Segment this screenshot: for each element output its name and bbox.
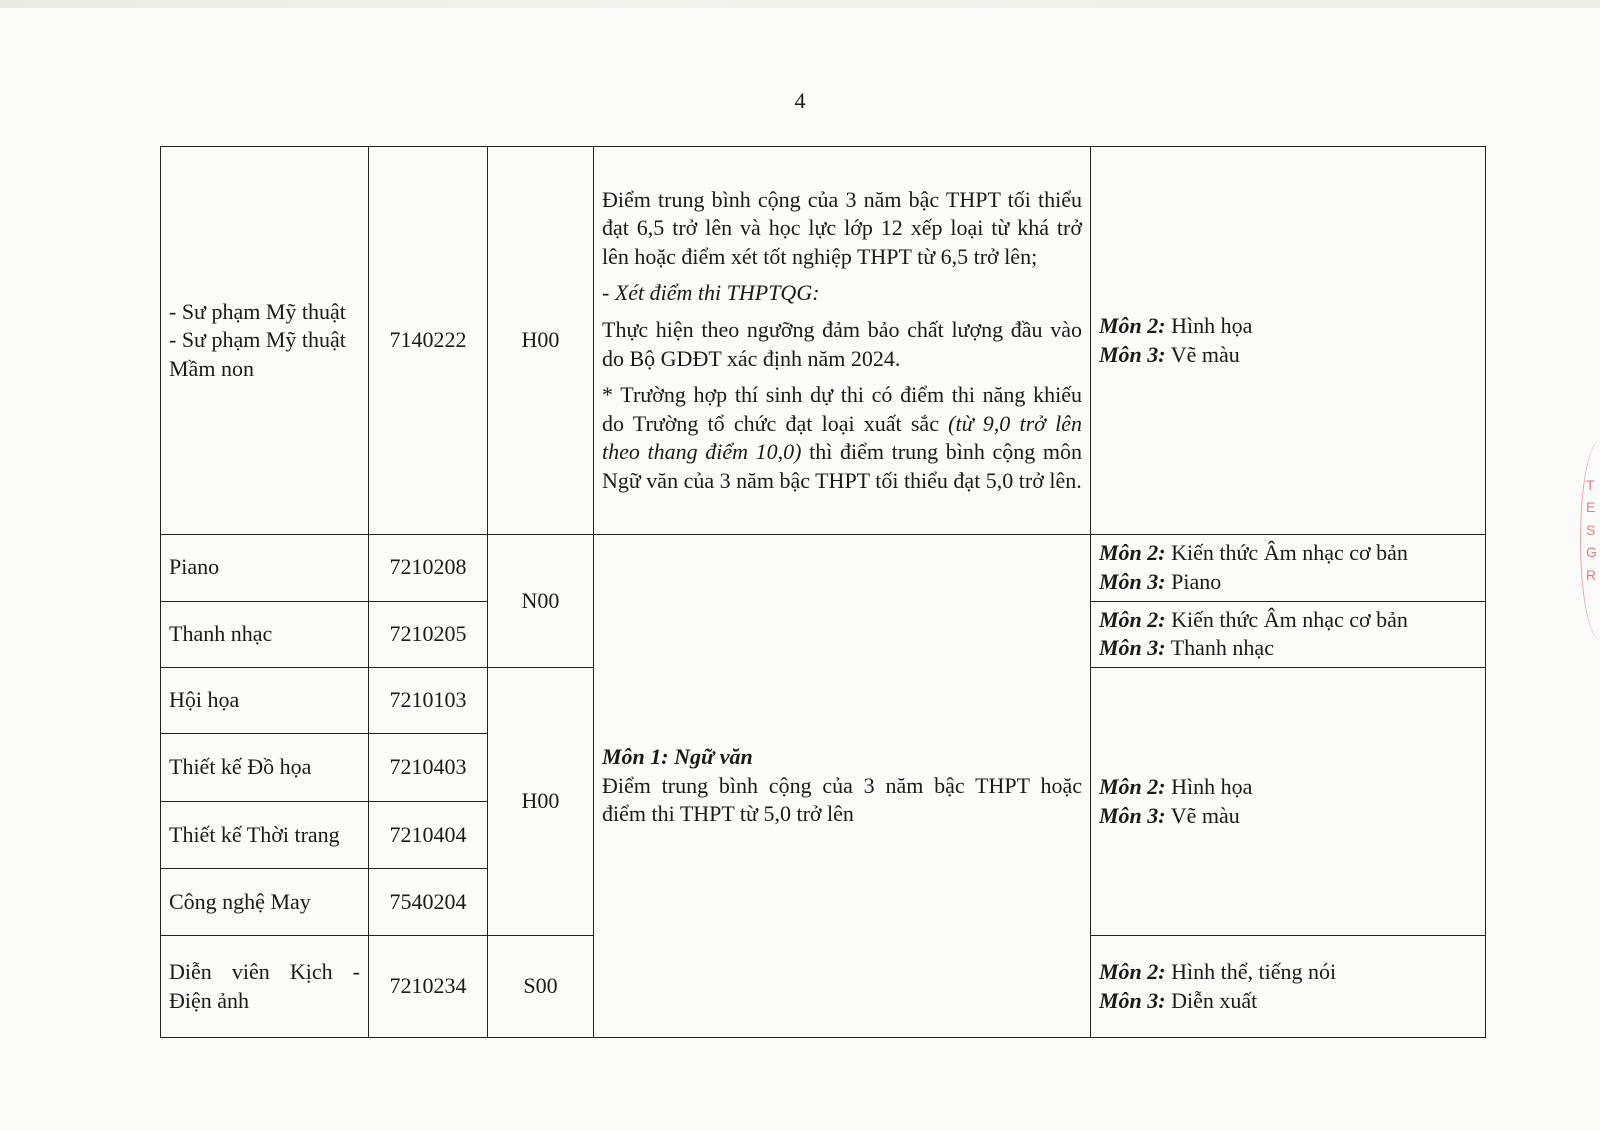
major-code: 7540204 <box>369 869 488 936</box>
subject-value: Kiến thức Âm nhạc cơ bản <box>1165 540 1408 566</box>
major-code: 7210208 <box>369 535 488 602</box>
subject-label: Môn 2: <box>1099 606 1166 632</box>
major-line: - Sư phạm Mỹ thuật Mầm non <box>169 327 346 381</box>
subject-value: Hình họa <box>1165 774 1253 800</box>
subject-label: Môn 3: <box>1099 987 1166 1013</box>
subject-line <box>1099 568 1477 597</box>
major-code: 7210103 <box>369 668 488 734</box>
stamp-char: T <box>1586 477 1595 493</box>
major-cell: Thiết kế Thời trang <box>161 801 369 868</box>
shared-criteria-text: Điểm trung bình cộng của 3 năm bậc THPT hoặc điểm thi THPT từ 5,0 trở lên <box>602 772 1082 827</box>
major-code: 7210404 <box>369 801 488 868</box>
major-code: 7210234 <box>369 936 488 1038</box>
shared-criteria-cell <box>594 535 1091 1038</box>
stamp-char: R <box>1586 566 1597 583</box>
subject-value: Thanh nhạc <box>1165 635 1274 661</box>
table-row <box>161 147 1486 535</box>
subjects-cell <box>1091 668 1486 936</box>
subject-label: Môn 3: <box>1099 802 1166 828</box>
page-number: 4 <box>794 88 806 113</box>
scan-edge <box>0 0 1600 8</box>
criteria-paragraph: Thực hiện theo ngưỡng đảm bảo chất lượng đầu vào do Bộ GDĐT xác định năm 2024. <box>602 316 1082 371</box>
major-cell: Hội họa <box>161 668 369 734</box>
criteria-paragraph: Điểm trung bình cộng của 3 năm bậc THPT tối thiểu đạt 6,5 trở lên và học lực lớp 12 xếp loại từ khá trở lên hoặc điểm xét tốt nghiệp THPT từ 6,5 trở lên; <box>602 186 1082 269</box>
major-cell: Công nghệ May <box>161 869 369 936</box>
subject-value: Hình họa <box>1165 312 1253 338</box>
exam-block: N00 <box>488 535 594 668</box>
stamp-char: E <box>1586 499 1596 516</box>
major-cell: Diễn viên Kịch - Điện ảnh <box>161 936 369 1038</box>
subjects-cell <box>1091 936 1486 1038</box>
major-cell: Piano <box>161 535 369 602</box>
major-cell: Thanh nhạc <box>161 601 369 668</box>
criteria-subheading: - Xét điểm thi THPTQG: <box>602 280 820 306</box>
exam-block: S00 <box>488 936 594 1038</box>
subject-value: Vẽ màu <box>1165 802 1240 828</box>
major-code: 7210205 <box>369 601 488 668</box>
subject-label: Môn 2: <box>1099 540 1166 566</box>
subject-line <box>1099 987 1477 1016</box>
subject-label: Môn 3: <box>1099 341 1166 367</box>
stamp-char: G <box>1586 544 1597 561</box>
major-line: - Sư phạm Mỹ thuật <box>169 298 346 324</box>
subject-label: Môn 3: <box>1099 635 1166 661</box>
subject-line <box>1099 341 1477 370</box>
subject-label: Môn 3: <box>1099 568 1166 594</box>
exam-block: H00 <box>488 147 594 535</box>
note-italic: (từ 9,0 trở lên theo thang điểm 10,0) <box>602 410 1082 465</box>
subject-line <box>1099 958 1477 987</box>
subject-label: Môn 2: <box>1099 774 1166 800</box>
major-code: 7140222 <box>369 147 488 535</box>
subject-value: Hình thể, tiếng nói <box>1165 959 1337 985</box>
major-cell: Thiết kế Đồ họa <box>161 734 369 801</box>
criteria-note <box>602 381 1082 495</box>
subject-line <box>1099 634 1477 663</box>
subject-line <box>1099 802 1477 831</box>
subject-label: Môn 2: <box>1099 959 1166 985</box>
subject-line <box>1099 539 1477 568</box>
subject-value: Piano <box>1165 568 1222 594</box>
subject-value: Vẽ màu <box>1165 341 1240 367</box>
subjects-cell <box>1091 535 1486 602</box>
subjects-cell <box>1091 601 1486 668</box>
table-row <box>161 535 1486 602</box>
note-text: * Trường hợp thí sinh dự thi có điểm thi năng khiếu do Trường tổ chức đạt loại xuất sắc <box>602 382 1082 436</box>
subject-line <box>1099 312 1477 341</box>
note-text: thì điểm trung bình cộng môn Ngữ văn của 3 năm bậc THPT tối thiểu đạt 5,0 trở lên. <box>602 439 1082 493</box>
major-code: 7210403 <box>369 734 488 801</box>
subject-label: Môn 2: <box>1099 312 1166 338</box>
official-stamp-fragment <box>1574 440 1600 640</box>
shared-criteria-title: Môn 1: Ngữ văn <box>602 744 753 770</box>
stamp-char: S <box>1586 521 1596 538</box>
exam-block: H00 <box>488 668 594 936</box>
major-cell <box>161 147 369 535</box>
criteria-cell <box>594 147 1091 535</box>
admission-table <box>160 146 1486 1038</box>
subject-line <box>1099 773 1477 802</box>
subjects-cell <box>1091 147 1486 535</box>
subject-line <box>1099 606 1477 635</box>
subject-value: Kiến thức Âm nhạc cơ bản <box>1165 606 1408 632</box>
subject-value: Diễn xuất <box>1165 987 1258 1013</box>
